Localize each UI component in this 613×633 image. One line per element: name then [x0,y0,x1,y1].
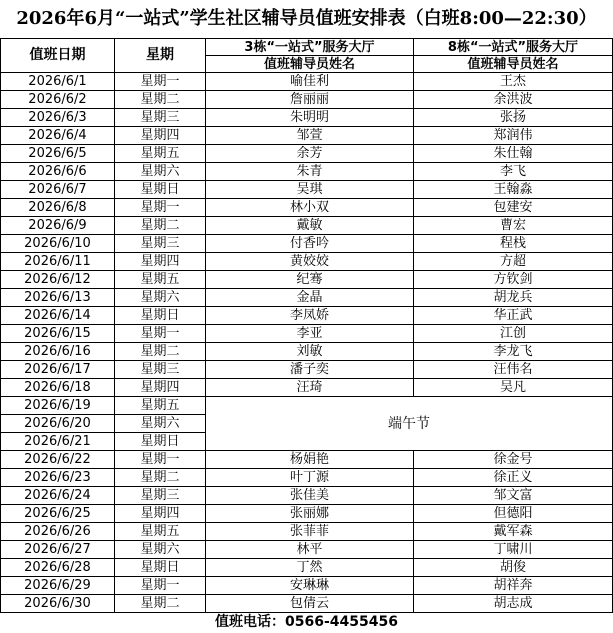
date-cell: 2026/6/9 [1,217,115,235]
hall3-counselor-cell: 金晶 [206,289,414,307]
hall8-counselor-cell: 邹文富 [414,487,613,505]
schedule-title: 2026年6月“一站式”学生社区辅导员值班安排表（白班8:00—22:30） [16,8,597,29]
table-row [1,181,613,199]
hall8-counselor-cell: 张扬 [414,109,613,127]
weekday-cell: 星期一 [115,325,206,343]
date-cell: 2026/6/4 [1,127,115,145]
hall3-counselor-cell: 林平 [206,541,414,559]
holiday-cell: 端午节 [206,397,613,451]
date-cell: 2026/6/19 [1,397,115,415]
date-cell: 2026/6/24 [1,487,115,505]
weekday-cell: 星期六 [115,415,206,433]
hall3-counselor-cell: 吴琪 [206,181,414,199]
weekday-cell: 星期四 [115,379,206,397]
header-hall3: 3栋“一站式”服务大厅 [206,39,414,56]
schedule-table [0,38,613,613]
hall3-counselor-cell: 包倩云 [206,595,414,613]
date-cell: 2026/6/1 [1,73,115,91]
hall8-counselor-cell: 江创 [414,325,613,343]
hall3-counselor-cell: 黄姣姣 [206,253,414,271]
date-cell: 2026/6/12 [1,271,115,289]
table-row [1,325,613,343]
hall3-counselor-cell: 安琳琳 [206,577,414,595]
date-cell: 2026/6/21 [1,433,115,451]
hall3-counselor-cell: 刘敏 [206,343,414,361]
weekday-cell: 星期日 [115,181,206,199]
weekday-cell: 星期日 [115,559,206,577]
date-cell: 2026/6/16 [1,343,115,361]
header-date: 值班日期 [1,39,115,73]
table-row [1,253,613,271]
weekday-cell: 星期三 [115,487,206,505]
hall3-counselor-cell: 戴敏 [206,217,414,235]
date-cell: 2026/6/22 [1,451,115,469]
date-cell: 2026/6/27 [1,541,115,559]
hall8-counselor-cell: 程栈 [414,235,613,253]
date-cell: 2026/6/10 [1,235,115,253]
weekday-cell: 星期二 [115,343,206,361]
hall3-counselor-cell: 朱明明 [206,109,414,127]
date-cell: 2026/6/25 [1,505,115,523]
hall3-counselor-cell: 李亚 [206,325,414,343]
date-cell: 2026/6/18 [1,379,115,397]
date-cell: 2026/6/7 [1,181,115,199]
hall3-counselor-cell: 林小双 [206,199,414,217]
weekday-cell: 星期五 [115,397,206,415]
schedule-table-body [1,39,613,613]
weekday-cell: 星期五 [115,271,206,289]
hall8-counselor-cell: 但德阳 [414,505,613,523]
table-row [1,379,613,397]
date-cell: 2026/6/6 [1,163,115,181]
hall8-counselor-cell: 丁啸川 [414,541,613,559]
hall3-counselor-cell: 纪骞 [206,271,414,289]
hall3-counselor-cell: 叶丁源 [206,469,414,487]
hall3-counselor-cell: 杨娟艳 [206,451,414,469]
hall3-counselor-cell: 喻佳利 [206,73,414,91]
date-cell: 2026/6/8 [1,199,115,217]
table-row [1,523,613,541]
weekday-cell: 星期一 [115,73,206,91]
weekday-cell: 星期六 [115,541,206,559]
hall3-counselor-cell: 汪琦 [206,379,414,397]
date-cell: 2026/6/17 [1,361,115,379]
hall8-counselor-cell: 胡俊 [414,559,613,577]
hall3-counselor-cell: 余芳 [206,145,414,163]
table-row [1,271,613,289]
table-row [1,163,613,181]
weekday-cell: 星期日 [115,433,206,451]
date-cell: 2026/6/26 [1,523,115,541]
table-row [1,91,613,109]
hall3-counselor-cell: 朱青 [206,163,414,181]
table-row [1,451,613,469]
table-row [1,199,613,217]
header-hall8-name-label: 值班辅导员姓名 [414,56,613,73]
date-cell: 2026/6/5 [1,145,115,163]
hall8-counselor-cell: 胡志成 [414,595,613,613]
header-hall3-name-label: 值班辅导员姓名 [206,56,414,73]
weekday-cell: 星期一 [115,577,206,595]
weekday-cell: 星期二 [115,217,206,235]
table-row [1,595,613,613]
hall3-counselor-cell: 潘子奕 [206,361,414,379]
table-row [1,361,613,379]
hall3-counselor-cell: 詹丽丽 [206,91,414,109]
hall3-counselor-cell: 张丽娜 [206,505,414,523]
table-row [1,73,613,91]
hall3-counselor-cell: 丁然 [206,559,414,577]
hall8-counselor-cell: 李飞 [414,163,613,181]
table-row [1,145,613,163]
hall8-counselor-cell: 李龙飞 [414,343,613,361]
date-cell: 2026/6/14 [1,307,115,325]
weekday-cell: 星期一 [115,199,206,217]
hall8-counselor-cell: 胡龙兵 [414,289,613,307]
weekday-cell: 星期四 [115,505,206,523]
date-cell: 2026/6/11 [1,253,115,271]
table-row [1,505,613,523]
table-row [1,487,613,505]
date-cell: 2026/6/29 [1,577,115,595]
duty-phone-footer: 值班电话：0566-4455456 [215,614,398,630]
hall8-counselor-cell: 方钦剑 [414,271,613,289]
hall3-counselor-cell: 张菲菲 [206,523,414,541]
date-cell: 2026/6/15 [1,325,115,343]
hall3-counselor-cell: 李凤娇 [206,307,414,325]
weekday-cell: 星期三 [115,109,206,127]
table-row [1,343,613,361]
hall8-counselor-cell: 汪伟名 [414,361,613,379]
table-row [1,577,613,595]
weekday-cell: 星期二 [115,91,206,109]
hall8-counselor-cell: 王杰 [414,73,613,91]
table-row [1,289,613,307]
hall8-counselor-cell: 方超 [414,253,613,271]
table-row [1,127,613,145]
weekday-cell: 星期日 [115,307,206,325]
weekday-cell: 星期六 [115,289,206,307]
date-cell: 2026/6/23 [1,469,115,487]
hall8-counselor-cell: 朱仕翰 [414,145,613,163]
header-row-1 [1,39,613,56]
date-cell: 2026/6/13 [1,289,115,307]
hall8-counselor-cell: 曹宏 [414,217,613,235]
date-cell: 2026/6/2 [1,91,115,109]
header-weekday: 星期 [115,39,206,73]
table-row [1,235,613,253]
weekday-cell: 星期五 [115,145,206,163]
hall8-counselor-cell: 华正武 [414,307,613,325]
hall3-counselor-cell: 张佳美 [206,487,414,505]
hall8-counselor-cell: 王翰淼 [414,181,613,199]
hall8-counselor-cell: 吴凡 [414,379,613,397]
header-hall8: 8栋“一站式”服务大厅 [414,39,613,56]
weekday-cell: 星期三 [115,235,206,253]
table-row [1,109,613,127]
hall8-counselor-cell: 郑润伟 [414,127,613,145]
weekday-cell: 星期二 [115,469,206,487]
weekday-cell: 星期六 [115,163,206,181]
weekday-cell: 星期二 [115,595,206,613]
table-row [1,469,613,487]
date-cell: 2026/6/3 [1,109,115,127]
date-cell: 2026/6/30 [1,595,115,613]
weekday-cell: 星期三 [115,361,206,379]
hall8-counselor-cell: 余洪波 [414,91,613,109]
table-row [1,559,613,577]
hall8-counselor-cell: 胡祥奔 [414,577,613,595]
hall8-counselor-cell: 徐金号 [414,451,613,469]
table-row [1,307,613,325]
hall8-counselor-cell: 戴军森 [414,523,613,541]
date-cell: 2026/6/20 [1,415,115,433]
table-row [1,541,613,559]
hall3-counselor-cell: 邹萱 [206,127,414,145]
hall8-counselor-cell: 徐正义 [414,469,613,487]
hall8-counselor-cell: 包建安 [414,199,613,217]
weekday-cell: 星期四 [115,127,206,145]
weekday-cell: 星期五 [115,523,206,541]
weekday-cell: 星期四 [115,253,206,271]
weekday-cell: 星期一 [115,451,206,469]
hall3-counselor-cell: 付香吟 [206,235,414,253]
table-row [1,397,613,415]
table-row [1,217,613,235]
date-cell: 2026/6/28 [1,559,115,577]
